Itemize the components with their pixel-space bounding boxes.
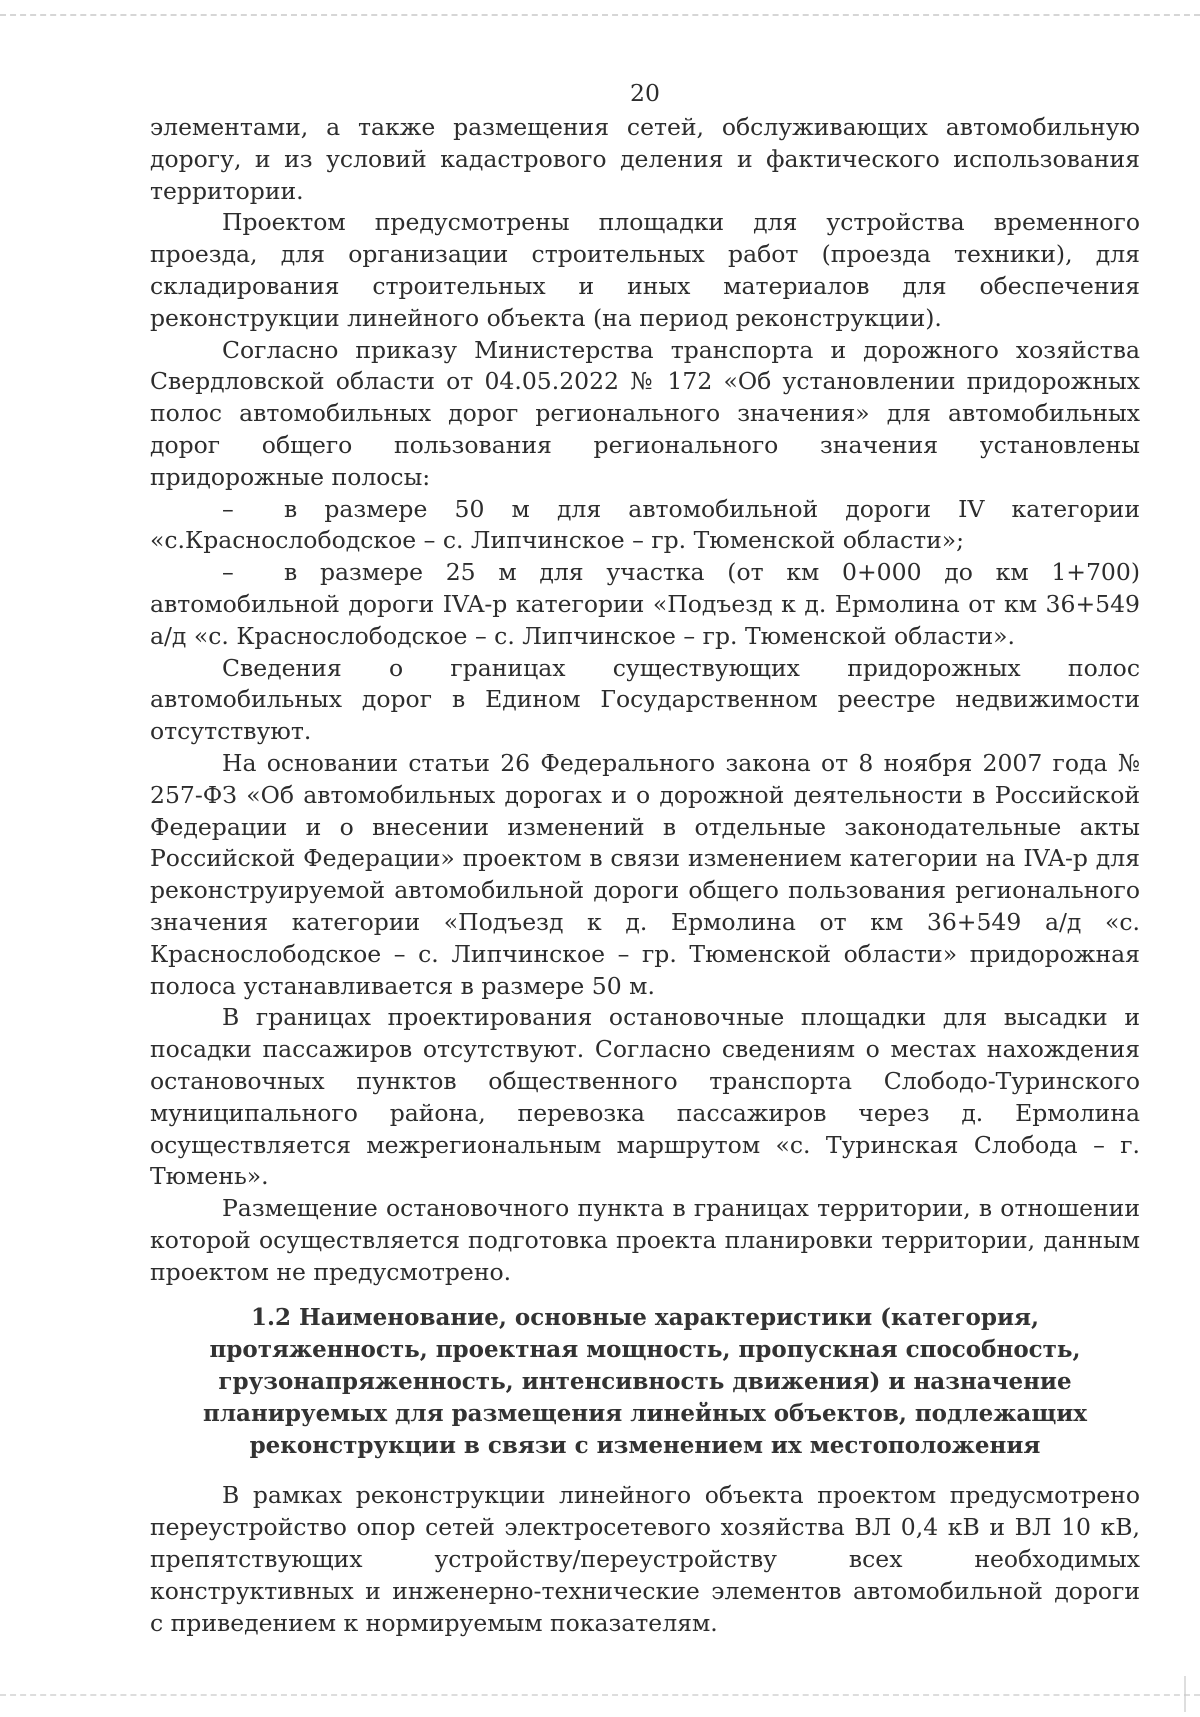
paragraph-ministry-order: Согласно приказу Министерства транспорта и дорожного хозяйства Свердловской области от 04.05.2022 № 172 «Об установлении придорожных полос автомобильных дорог регионального значения» для автомобильных дорог общего пользования регионального значения установлены придорожные полосы: bbox=[150, 335, 1140, 491]
document-page bbox=[150, 78, 1140, 1639]
paragraph-egrn-info: Сведения о границах существующих придорожных полос автомобильных дорог в Едином Государственном реестре недвижимости отсутствуют. bbox=[150, 653, 1140, 746]
paragraph-bus-stops: В границах проектирования остановочные площадки для высадки и посадки пассажиров отсутствуют. Согласно сведениям о местах нахождения остановочных пунктов общественного транспорта Слободо-Туринского муниципального района, перевозка пассажиров через д. Ермолина осуществляется межрегиональным маршрутом «с. Туринская Слобода – г. Тюмень». bbox=[150, 1003, 1140, 1191]
paragraph-reconstruction: В рамках реконструкции линейного объекта проектом предусмотрено переустройство опор сетей электросетевого хозяйства ВЛ 0,4 кВ и ВЛ 10 кВ, препятствующих устройству/переустройству всех необходимых конструктивных и инженерно-технические элементов автомобильной дороги с приведением к нормируемым показателям. bbox=[150, 1481, 1140, 1637]
list-item-text: в размере 50 м для автомобильной дороги IV категории «с.Краснослободское – с. Липчинское – гр. Тюменской области»; bbox=[150, 494, 1140, 555]
scan-edge-right bbox=[1184, 1676, 1186, 1712]
list-item-roadside-25m bbox=[150, 557, 1140, 652]
section-heading: 1.2 Наименование, основные характеристики (категория, протяженность, проектная мощность, пропускная способность, грузонапряженность, интенсивность движения) и назначение планируемых для размещения линейных объектов, подлежащих реконструкции в связи с изменением их местоположения bbox=[203, 1304, 1087, 1460]
list-item-roadside-50m bbox=[150, 494, 1140, 558]
scan-edge-top bbox=[0, 14, 1200, 16]
paragraph-continuation: элементами, а также размещения сетей, обслуживающих автомобильную дорогу, и из условий кадастрового деления и фактического использования территории. bbox=[150, 113, 1140, 205]
scan-edge-bottom bbox=[0, 1694, 1200, 1696]
list-item-text: в размере 25 м для участка (от км 0+000 до км 1+700) автомобильной дороги IVA-р категории «Подъезд к д. Ермолина от км 36+549 а/д «с. Краснослободское – с. Липчинское – гр. Тюменской области». bbox=[150, 558, 1140, 650]
page-number: 20 bbox=[630, 79, 660, 107]
list-dash: – bbox=[222, 494, 234, 523]
paragraph-federal-law: На основании статьи 26 Федерального закона от 8 ноября 2007 года № 257-ФЗ «Об автомобильных дорогах и о дорожной деятельности в Российской Федерации и о внесении изменений в отдельные законодательные акты Российской Федерации» проектом в связи изменением категории на IVA-р для реконструируемой автомобильной дороги общего пользования регионального значения категории «Подъезд к д. Ермолина от км 36+549 а/д «с. Краснослободское – с. Липчинское – гр. Тюменской области» придорожная полоса устанавливается в размере 50 м. bbox=[150, 748, 1140, 1000]
list-dash: – bbox=[222, 558, 234, 587]
paragraph-temporary-sites: Проектом предусмотрены площадки для устройства временного проезда, для организации строительных работ (проезда техники), для складирования строительных и иных материалов для обеспечения реконструкции линейного объекта (на период реконструкции). bbox=[150, 208, 1140, 332]
paragraph-stop-placement: Размещение остановочного пункта в границах территории, в отношении которой осуществляется подготовка проекта планировки территории, данным проектом не предусмотрено. bbox=[150, 1194, 1140, 1286]
